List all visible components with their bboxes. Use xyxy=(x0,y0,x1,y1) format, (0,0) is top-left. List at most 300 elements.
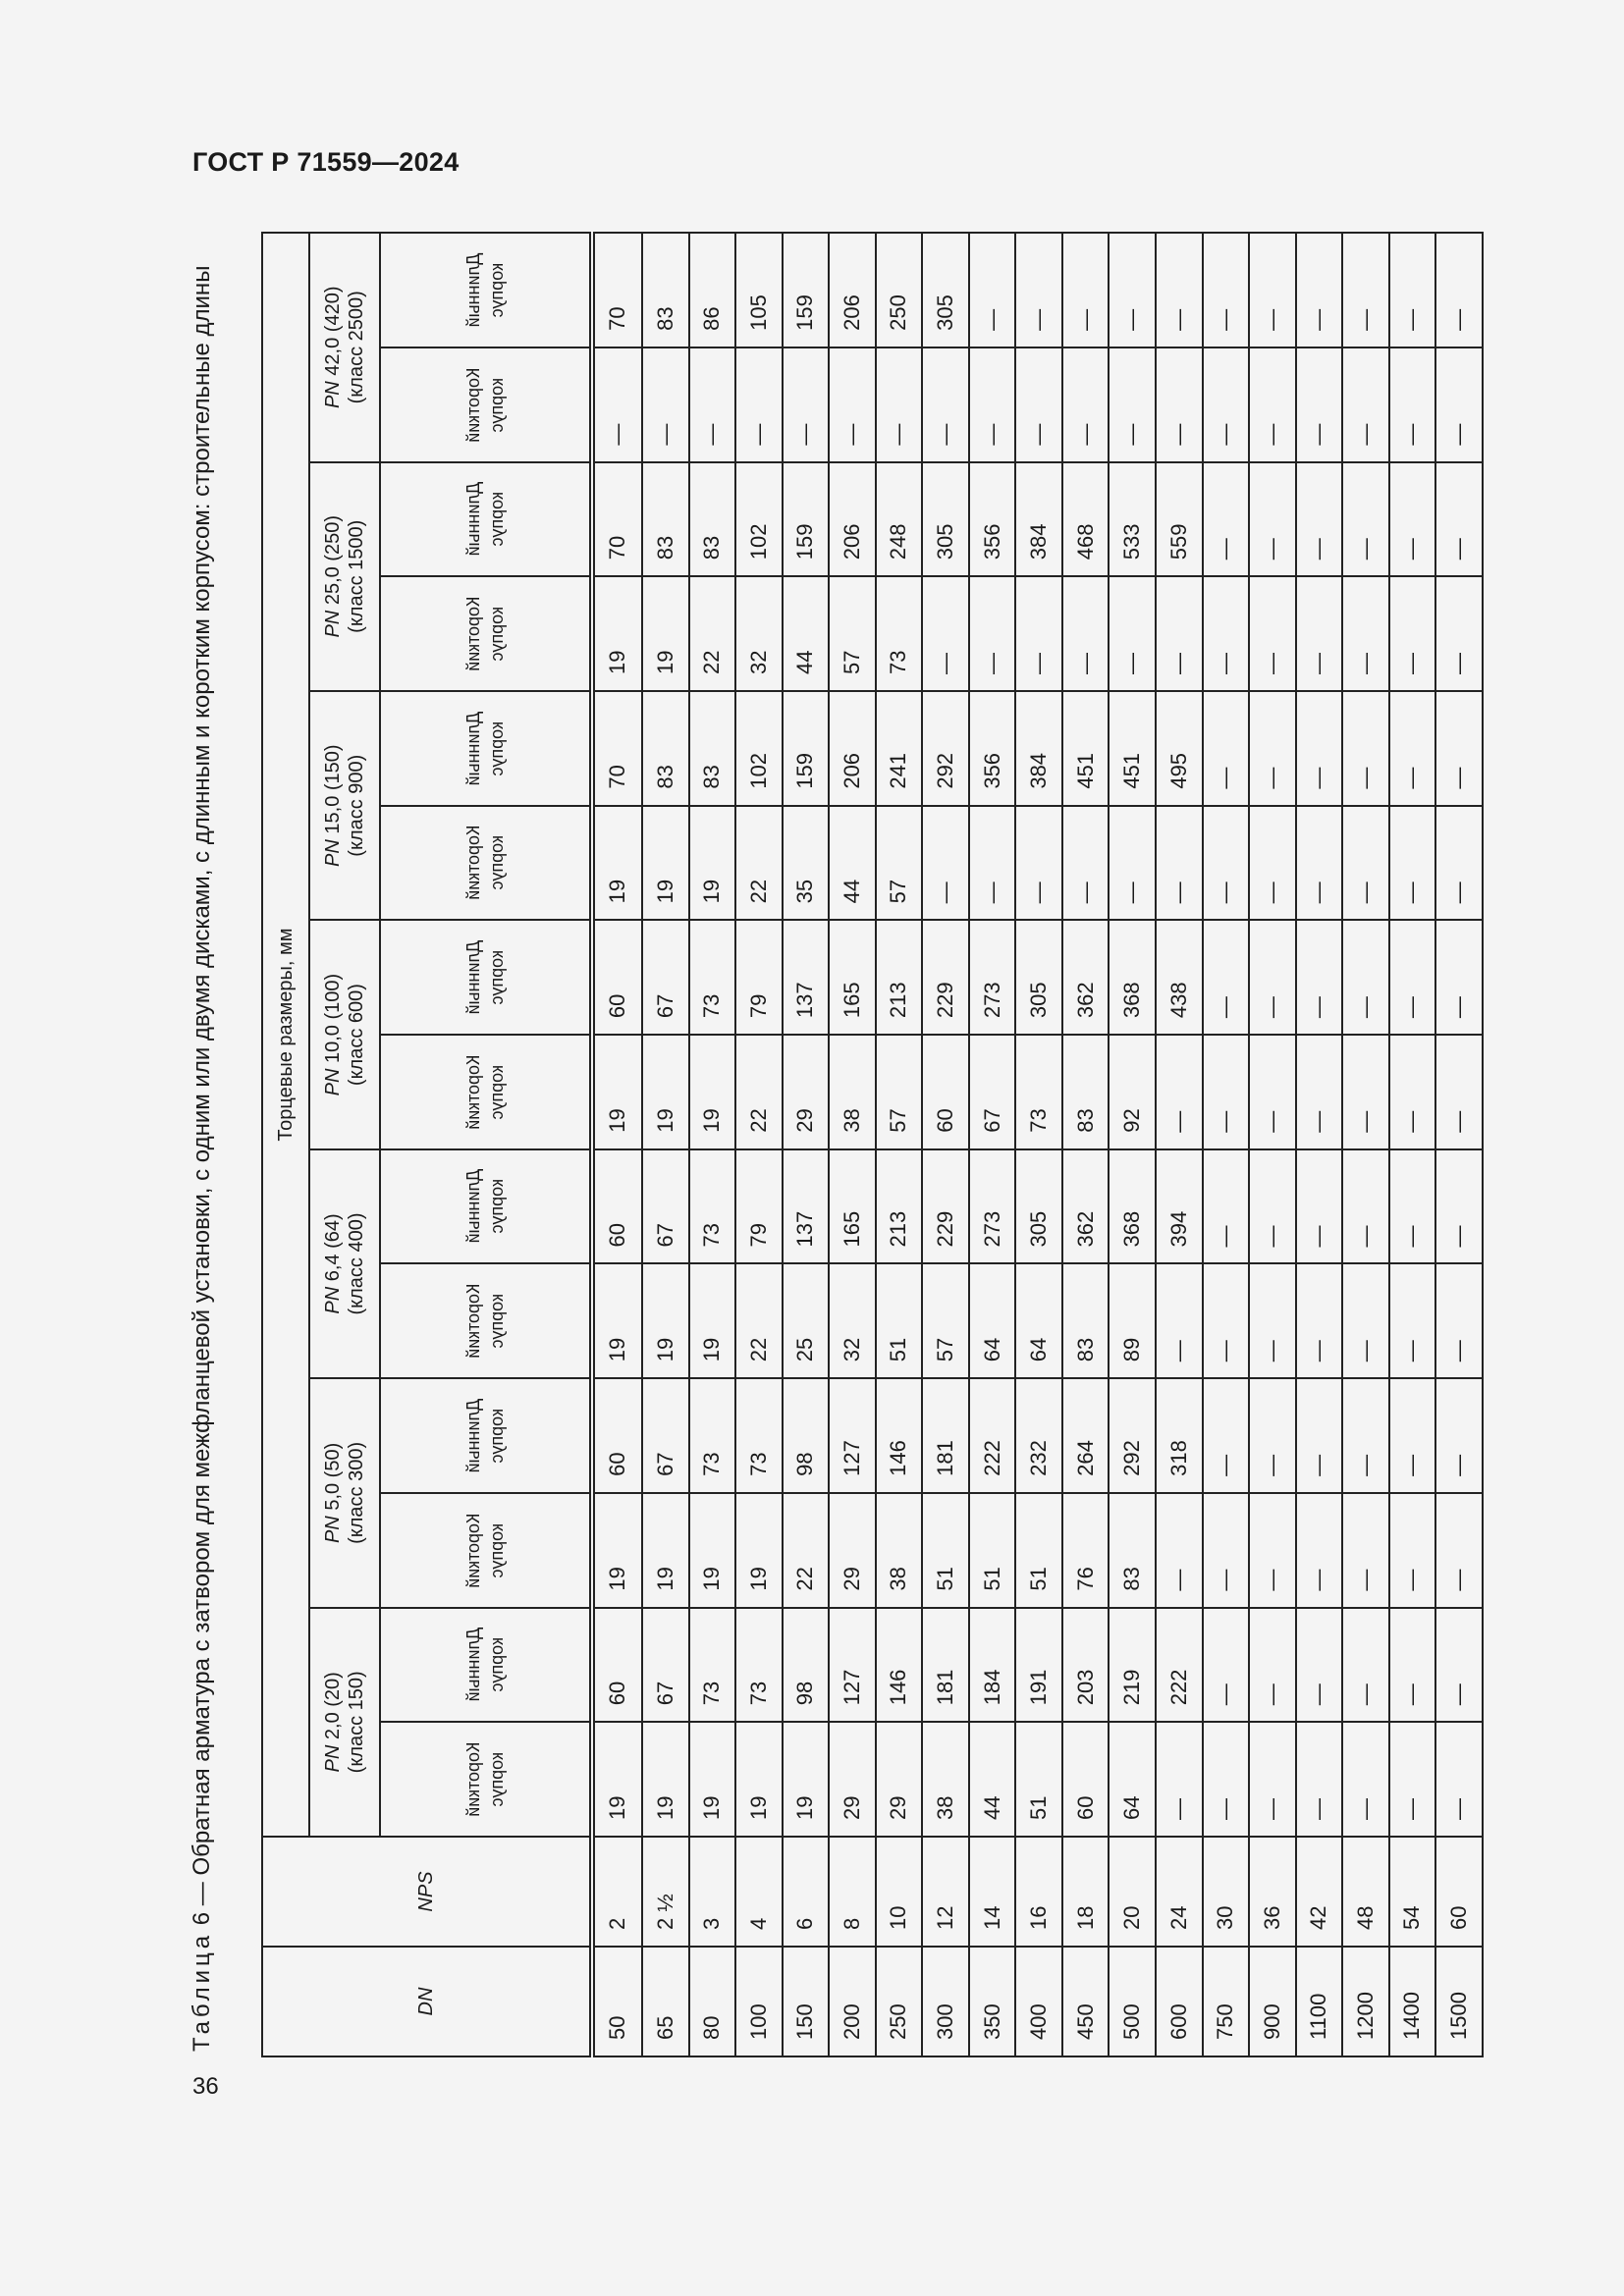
value-cell: 137 xyxy=(783,1149,830,1264)
value-cell: 22 xyxy=(735,1035,783,1149)
value-cell: 19 xyxy=(592,1035,642,1149)
value-cell: — xyxy=(1109,233,1156,347)
value-cell: 67 xyxy=(642,920,689,1035)
pn-value: 15,0 (150) xyxy=(322,744,344,840)
table-row xyxy=(876,233,923,2056)
nps-cell: 8 xyxy=(829,1837,876,1947)
table-row xyxy=(1389,233,1436,2056)
value-cell: 98 xyxy=(783,1378,830,1493)
value-cell: — xyxy=(1296,1608,1343,1723)
value-cell: — xyxy=(1109,347,1156,462)
table-row xyxy=(735,233,783,2056)
dn-cell: 250 xyxy=(876,1947,923,2056)
value-cell: — xyxy=(1389,806,1436,921)
value-cell: 19 xyxy=(689,806,736,921)
value-cell: 22 xyxy=(735,1263,783,1378)
nps-cell: 54 xyxy=(1389,1837,1436,1947)
nps-cell: 4 xyxy=(735,1837,783,1947)
pressure-class-header xyxy=(309,1378,380,1607)
value-cell: 102 xyxy=(735,462,783,577)
value-cell: 22 xyxy=(735,806,783,921)
value-cell: 38 xyxy=(829,1035,876,1149)
value-cell: 73 xyxy=(735,1378,783,1493)
pn-value: 42,0 (420) xyxy=(322,286,344,382)
value-cell: 38 xyxy=(922,1722,969,1837)
value-cell: — xyxy=(1015,806,1062,921)
value-cell: — xyxy=(1435,1493,1483,1608)
value-cell: — xyxy=(1249,806,1296,921)
value-cell: — xyxy=(1435,1378,1483,1493)
value-cell: 70 xyxy=(592,462,642,577)
value-cell: — xyxy=(1296,1493,1343,1608)
value-cell: — xyxy=(1296,691,1343,806)
dn-cell: 300 xyxy=(922,1947,969,2056)
value-cell: 181 xyxy=(922,1608,969,1723)
value-cell: 57 xyxy=(922,1263,969,1378)
value-cell: 79 xyxy=(735,920,783,1035)
nps-cell: 16 xyxy=(1015,1837,1062,1947)
value-cell: 159 xyxy=(783,462,830,577)
value-cell: 206 xyxy=(829,233,876,347)
value-cell: — xyxy=(1249,1035,1296,1149)
value-cell: — xyxy=(1389,1493,1436,1608)
short-body-header: Короткий корпус xyxy=(380,1722,592,1837)
value-cell: 213 xyxy=(876,1149,923,1264)
table-row xyxy=(1062,233,1110,2056)
value-cell: 222 xyxy=(969,1378,1016,1493)
value-cell: — xyxy=(1389,1035,1436,1149)
value-cell: — xyxy=(642,347,689,462)
dn-cell: 80 xyxy=(689,1947,736,2056)
value-cell: 137 xyxy=(783,920,830,1035)
value-cell: — xyxy=(1342,1378,1389,1493)
table-body xyxy=(592,233,1483,2056)
table-row xyxy=(783,233,830,2056)
nps-cell: 18 xyxy=(1062,1837,1110,1947)
dn-cell: 900 xyxy=(1249,1947,1296,2056)
value-cell: 19 xyxy=(735,1493,783,1608)
value-cell: — xyxy=(1156,1493,1203,1608)
value-cell: — xyxy=(1296,1378,1343,1493)
value-cell: 19 xyxy=(689,1722,736,1837)
value-cell: 292 xyxy=(1109,1378,1156,1493)
value-cell: 248 xyxy=(876,462,923,577)
pn-value: 6,4 (64) xyxy=(322,1213,344,1287)
value-cell: 57 xyxy=(876,1035,923,1149)
value-cell: 29 xyxy=(829,1722,876,1837)
value-cell: 222 xyxy=(1156,1608,1203,1723)
value-cell: 92 xyxy=(1109,1035,1156,1149)
value-cell: — xyxy=(1203,1035,1250,1149)
nps-cell: 36 xyxy=(1249,1837,1296,1947)
long-body-header: Длинный корпус xyxy=(380,1378,592,1493)
value-cell: 51 xyxy=(1015,1722,1062,1837)
value-cell: 19 xyxy=(592,576,642,691)
value-cell: 29 xyxy=(876,1722,923,1837)
table-row xyxy=(1109,233,1156,2056)
value-cell: 305 xyxy=(922,462,969,577)
value-cell: 19 xyxy=(592,806,642,921)
pn-value: 2,0 (20) xyxy=(322,1672,344,1745)
dn-cell: 150 xyxy=(783,1947,830,2056)
value-cell: 83 xyxy=(1062,1263,1110,1378)
value-cell: 19 xyxy=(689,1263,736,1378)
short-body-header: Короткий корпус xyxy=(380,806,592,921)
class-label: (класс 900) xyxy=(346,754,367,857)
short-body-header: Короткий корпус xyxy=(380,1263,592,1378)
value-cell: — xyxy=(1203,1263,1250,1378)
value-cell: — xyxy=(1249,1378,1296,1493)
value-cell: — xyxy=(1015,347,1062,462)
class-label: (класс 1500) xyxy=(346,519,367,633)
value-cell: 184 xyxy=(969,1608,1016,1723)
value-cell: — xyxy=(1249,1493,1296,1608)
long-body-header: Длинный корпус xyxy=(380,691,592,806)
value-cell: — xyxy=(1296,806,1343,921)
value-cell: 22 xyxy=(783,1493,830,1608)
value-cell: — xyxy=(1203,920,1250,1035)
pn-label: PN xyxy=(322,839,344,867)
value-cell: 273 xyxy=(969,1149,1016,1264)
value-cell: — xyxy=(1342,1608,1389,1723)
value-cell: — xyxy=(1435,233,1483,347)
value-cell: 451 xyxy=(1062,691,1110,806)
value-cell: 38 xyxy=(876,1493,923,1608)
dn-header: DN xyxy=(262,1947,592,2056)
value-cell: — xyxy=(592,347,642,462)
dn-cell: 1500 xyxy=(1435,1947,1483,2056)
value-cell: — xyxy=(1156,1035,1203,1149)
pressure-class-header xyxy=(309,233,380,462)
value-cell: 73 xyxy=(689,1149,736,1264)
class-label: (класс 600) xyxy=(346,984,367,1087)
value-cell: 83 xyxy=(1062,1035,1110,1149)
value-cell: 305 xyxy=(1015,920,1062,1035)
value-cell: 57 xyxy=(876,806,923,921)
value-cell: 60 xyxy=(922,1035,969,1149)
pn-value: 10,0 (100) xyxy=(322,973,344,1069)
value-cell: 165 xyxy=(829,920,876,1035)
value-cell: 64 xyxy=(1015,1263,1062,1378)
value-cell: — xyxy=(1342,691,1389,806)
value-cell: — xyxy=(1015,233,1062,347)
value-cell: — xyxy=(1249,576,1296,691)
value-cell: — xyxy=(1389,1722,1436,1837)
value-cell: 67 xyxy=(969,1035,1016,1149)
value-cell: — xyxy=(1342,576,1389,691)
value-cell: 60 xyxy=(592,1608,642,1723)
value-cell: 57 xyxy=(829,576,876,691)
value-cell: 70 xyxy=(592,691,642,806)
value-cell: — xyxy=(1249,1149,1296,1264)
value-cell: 159 xyxy=(783,691,830,806)
value-cell: — xyxy=(689,347,736,462)
value-cell: — xyxy=(969,347,1016,462)
value-cell: — xyxy=(1109,806,1156,921)
value-cell: 76 xyxy=(1062,1493,1110,1608)
value-cell: — xyxy=(969,806,1016,921)
nps-header: NPS xyxy=(262,1837,592,1947)
nps-cell: 2 ½ xyxy=(642,1837,689,1947)
value-cell: — xyxy=(922,806,969,921)
value-cell: — xyxy=(1062,233,1110,347)
value-cell: 86 xyxy=(689,233,736,347)
value-cell: 19 xyxy=(592,1722,642,1837)
value-cell: 51 xyxy=(1015,1493,1062,1608)
value-cell: — xyxy=(735,347,783,462)
value-cell: 438 xyxy=(1156,920,1203,1035)
value-cell: 105 xyxy=(735,233,783,347)
value-cell: 51 xyxy=(876,1263,923,1378)
dn-cell: 1100 xyxy=(1296,1947,1343,2056)
value-cell: — xyxy=(1389,462,1436,577)
caption-text: 6 — Обратная арматура с затвором для межфланцевой установки, с одним или двумя дисками, с длинным и коротким корпусом: строительные длины xyxy=(189,265,215,1932)
value-cell: 273 xyxy=(969,920,1016,1035)
value-cell: 229 xyxy=(922,1149,969,1264)
value-cell: 19 xyxy=(735,1722,783,1837)
value-cell: 60 xyxy=(1062,1722,1110,1837)
value-cell: — xyxy=(1342,1263,1389,1378)
pn-value: 5,0 (50) xyxy=(322,1442,344,1517)
pn-label: PN xyxy=(322,610,344,638)
value-cell: 73 xyxy=(689,920,736,1035)
value-cell: — xyxy=(1435,347,1483,462)
value-cell: 60 xyxy=(592,920,642,1035)
table-head xyxy=(262,233,592,2056)
dn-cell: 500 xyxy=(1109,1947,1156,2056)
value-cell: — xyxy=(1296,1263,1343,1378)
value-cell: — xyxy=(1389,1149,1436,1264)
long-body-header: Длинный корпус xyxy=(380,462,592,577)
value-cell: 19 xyxy=(642,1722,689,1837)
dn-cell: 750 xyxy=(1203,1947,1250,2056)
value-cell: 73 xyxy=(735,1608,783,1723)
value-cell: 146 xyxy=(876,1378,923,1493)
value-cell: 146 xyxy=(876,1608,923,1723)
value-cell: 19 xyxy=(689,1035,736,1149)
nps-cell: 48 xyxy=(1342,1837,1389,1947)
value-cell: 64 xyxy=(969,1263,1016,1378)
value-cell: — xyxy=(1203,1493,1250,1608)
value-cell: 368 xyxy=(1109,920,1156,1035)
value-cell: — xyxy=(1156,233,1203,347)
value-cell: 67 xyxy=(642,1149,689,1264)
value-cell: 241 xyxy=(876,691,923,806)
nps-cell: 12 xyxy=(922,1837,969,1947)
value-cell: — xyxy=(1249,233,1296,347)
nps-cell: 30 xyxy=(1203,1837,1250,1947)
table-row xyxy=(1342,233,1389,2056)
value-cell: 35 xyxy=(783,806,830,921)
pressure-class-header xyxy=(309,920,380,1148)
value-cell: 356 xyxy=(969,462,1016,577)
nps-cell: 42 xyxy=(1296,1837,1343,1947)
value-cell: — xyxy=(1296,576,1343,691)
value-cell: 32 xyxy=(829,1263,876,1378)
value-cell: 356 xyxy=(969,691,1016,806)
value-cell: 559 xyxy=(1156,462,1203,577)
value-cell: 127 xyxy=(829,1378,876,1493)
value-cell: 83 xyxy=(689,462,736,577)
end-dimensions-table xyxy=(261,232,1484,2057)
value-cell: — xyxy=(1156,347,1203,462)
value-cell: — xyxy=(1389,1263,1436,1378)
value-cell: — xyxy=(969,576,1016,691)
table-row xyxy=(969,233,1016,2056)
short-body-header: Короткий корпус xyxy=(380,1493,592,1608)
value-cell: — xyxy=(1342,1722,1389,1837)
value-cell: — xyxy=(1342,806,1389,921)
value-cell: — xyxy=(1062,806,1110,921)
value-cell: — xyxy=(1062,347,1110,462)
nps-cell: 6 xyxy=(783,1837,830,1947)
value-cell: 83 xyxy=(689,691,736,806)
dn-cell: 200 xyxy=(829,1947,876,2056)
value-cell: 394 xyxy=(1156,1149,1203,1264)
dn-cell: 1200 xyxy=(1342,1947,1389,2056)
value-cell: 250 xyxy=(876,233,923,347)
value-cell: — xyxy=(1342,233,1389,347)
table-row xyxy=(922,233,969,2056)
page-number: 36 xyxy=(192,2073,219,2100)
value-cell: — xyxy=(1435,1263,1483,1378)
value-cell: — xyxy=(1389,691,1436,806)
value-cell: 25 xyxy=(783,1263,830,1378)
value-cell: — xyxy=(1389,920,1436,1035)
value-cell: 203 xyxy=(1062,1608,1110,1723)
value-cell: — xyxy=(1342,1035,1389,1149)
pressure-class-row xyxy=(309,233,380,2056)
value-cell: 19 xyxy=(689,1493,736,1608)
dn-cell: 350 xyxy=(969,1947,1016,2056)
value-cell: 98 xyxy=(783,1608,830,1723)
value-cell: 19 xyxy=(592,1493,642,1608)
pn-value: 25,0 (250) xyxy=(322,515,344,611)
value-cell: 64 xyxy=(1109,1722,1156,1837)
dn-cell: 50 xyxy=(592,1947,642,2056)
value-cell: — xyxy=(1296,462,1343,577)
value-cell: 19 xyxy=(592,1263,642,1378)
short-body-header: Короткий корпус xyxy=(380,1035,592,1149)
value-cell: 165 xyxy=(829,1149,876,1264)
value-cell: — xyxy=(1389,1378,1436,1493)
value-cell: 232 xyxy=(1015,1378,1062,1493)
dn-cell: 1400 xyxy=(1389,1947,1436,2056)
value-cell: 32 xyxy=(735,576,783,691)
table-row xyxy=(1203,233,1250,2056)
pressure-class-header xyxy=(309,1149,380,1378)
value-cell: 468 xyxy=(1062,462,1110,577)
value-cell: — xyxy=(1203,691,1250,806)
value-cell: — xyxy=(1296,920,1343,1035)
value-cell: 206 xyxy=(829,691,876,806)
class-label: (класс 400) xyxy=(346,1212,367,1315)
value-cell: 181 xyxy=(922,1378,969,1493)
value-cell: 19 xyxy=(642,1035,689,1149)
value-cell: — xyxy=(1249,462,1296,577)
value-cell: 318 xyxy=(1156,1378,1203,1493)
value-cell: — xyxy=(1249,691,1296,806)
value-cell: 362 xyxy=(1062,920,1110,1035)
value-cell: — xyxy=(1389,1608,1436,1723)
value-cell: 219 xyxy=(1109,1608,1156,1723)
table-row xyxy=(642,233,689,2056)
value-cell: — xyxy=(1203,1608,1250,1723)
class-label: (класс 150) xyxy=(346,1671,367,1774)
value-cell: — xyxy=(1342,920,1389,1035)
value-cell: — xyxy=(1156,1722,1203,1837)
value-cell: — xyxy=(969,233,1016,347)
nps-cell: 10 xyxy=(876,1837,923,1947)
table-caption xyxy=(187,226,218,2052)
value-cell: 67 xyxy=(642,1608,689,1723)
body-type-row xyxy=(380,233,592,2056)
value-cell: 29 xyxy=(783,1035,830,1149)
dn-cell: 65 xyxy=(642,1947,689,2056)
value-cell: — xyxy=(1435,691,1483,806)
value-cell: — xyxy=(1249,1722,1296,1837)
value-cell: — xyxy=(1389,233,1436,347)
value-cell: 229 xyxy=(922,920,969,1035)
value-cell: — xyxy=(1296,1722,1343,1837)
value-cell: — xyxy=(1435,920,1483,1035)
dn-cell: 450 xyxy=(1062,1947,1110,2056)
value-cell: 19 xyxy=(642,1263,689,1378)
value-cell: 83 xyxy=(1109,1493,1156,1608)
value-cell: — xyxy=(1342,1493,1389,1608)
table-row xyxy=(1296,233,1343,2056)
class-label: (класс 300) xyxy=(346,1441,367,1544)
pressure-class-header xyxy=(309,1608,380,1837)
value-cell: 384 xyxy=(1015,462,1062,577)
value-cell: 451 xyxy=(1109,691,1156,806)
long-body-header: Длинный корпус xyxy=(380,920,592,1035)
value-cell: — xyxy=(1109,576,1156,691)
value-cell: — xyxy=(1203,347,1250,462)
value-cell: 384 xyxy=(1015,691,1062,806)
value-cell: — xyxy=(1156,806,1203,921)
long-body-header: Длинный корпус xyxy=(380,233,592,347)
value-cell: — xyxy=(1296,347,1343,462)
value-cell: — xyxy=(1435,1035,1483,1149)
value-cell: — xyxy=(1203,576,1250,691)
value-cell: — xyxy=(1342,1149,1389,1264)
value-cell: — xyxy=(1389,347,1436,462)
value-cell: 83 xyxy=(642,462,689,577)
table-row xyxy=(1435,233,1483,2056)
value-cell: 70 xyxy=(592,233,642,347)
value-cell: 191 xyxy=(1015,1608,1062,1723)
value-cell: — xyxy=(1203,1378,1250,1493)
value-cell: 213 xyxy=(876,920,923,1035)
nps-cell: 20 xyxy=(1109,1837,1156,1947)
value-cell: 22 xyxy=(689,576,736,691)
value-cell: — xyxy=(1435,1149,1483,1264)
value-cell: 305 xyxy=(922,233,969,347)
pressure-class-header xyxy=(309,462,380,691)
value-cell: — xyxy=(1249,1263,1296,1378)
table-row xyxy=(1015,233,1062,2056)
value-cell: 67 xyxy=(642,1378,689,1493)
pn-label: PN xyxy=(322,1516,344,1544)
value-cell: 51 xyxy=(922,1493,969,1608)
nps-cell: 3 xyxy=(689,1837,736,1947)
caption-label: Таблица xyxy=(189,1931,215,2052)
value-cell: 51 xyxy=(969,1493,1016,1608)
value-cell: 83 xyxy=(642,691,689,806)
value-cell: 495 xyxy=(1156,691,1203,806)
value-cell: 79 xyxy=(735,1149,783,1264)
